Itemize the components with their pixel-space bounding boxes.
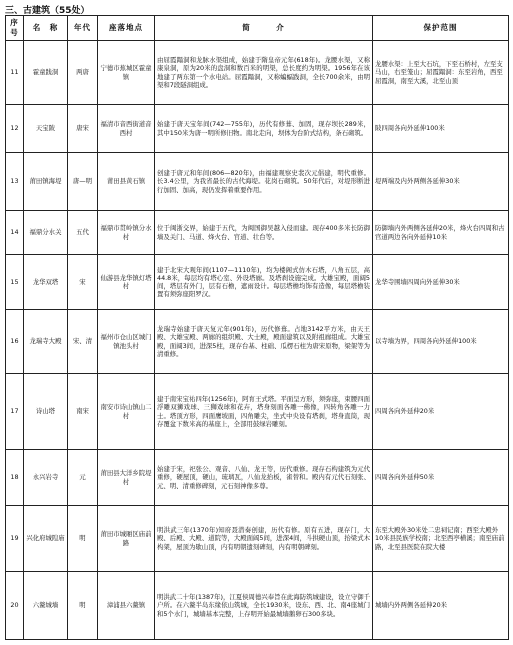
row-name: 福鼎分水关 bbox=[24, 211, 68, 255]
row-name: 龙瑞寺大殿 bbox=[24, 310, 68, 374]
header-name: 名 称 bbox=[24, 16, 68, 41]
row-name: 永兴岩寺 bbox=[24, 450, 68, 506]
row-location: 福清市音西街道音西村 bbox=[98, 105, 155, 153]
row-number: 14 bbox=[6, 211, 24, 255]
row-name: 龙华双塔 bbox=[24, 255, 68, 310]
row-location: 漳浦县六鳌镇 bbox=[98, 572, 155, 640]
table-row bbox=[6, 450, 509, 506]
row-location: 宁德市蕉城区霍童镇 bbox=[98, 41, 155, 105]
row-protection: 陂四周各向外延伸100米 bbox=[373, 105, 509, 153]
row-location: 莆田县黄石镇 bbox=[98, 153, 155, 211]
row-description: 始建于唐天宝年间(742—755年)，历代有修葺、加固，现存坝长289米，其中150米为唐一明所修旧物。南北走向，坝体为台阶式结构，条石砌筑。 bbox=[155, 105, 373, 153]
row-number: 18 bbox=[6, 450, 24, 506]
table-row bbox=[6, 41, 509, 105]
row-location: 仙游县龙华镇灯塔村 bbox=[98, 255, 155, 310]
row-era: 元 bbox=[68, 450, 98, 506]
row-description: 始建于宋，祀张公、观音、八仙、龙王等，历代重修。现存石构建筑为元代重修，硬屋顶，硬山，琉璃瓦，八仙龙抬板，雀替和。殿内有元代石刻张、元、明、清重修碑刻，元石刻神像多尊。 bbox=[155, 450, 373, 506]
row-era: 明 bbox=[68, 506, 98, 572]
row-description: 建于北宋大观年间(1107—1110年)，均为楼阁式仿木石塔，八角五层，高44.8米，每层均有塔心室、外设塔廊。及塔刹设施完成。大雄宝殿，面阔5间，塔层有外门，层有石檐，遮雨设计。每层塔檐均饰有造像，每层塔檐装置有须弥座阳罗汉。 bbox=[155, 255, 373, 310]
table-row bbox=[6, 211, 509, 255]
row-protection: 龙华寺围墙四周向外延伸30米 bbox=[373, 255, 509, 310]
row-number: 13 bbox=[6, 153, 24, 211]
section-title: 三、古建筑（55处） bbox=[5, 6, 90, 16]
table-row bbox=[6, 506, 509, 572]
row-location: 莆田县大洋乡院堤村 bbox=[98, 450, 155, 506]
row-name: 莆田镇海堤 bbox=[24, 153, 68, 211]
row-number: 15 bbox=[6, 255, 24, 310]
row-number: 19 bbox=[6, 506, 24, 572]
table-row bbox=[6, 105, 509, 153]
row-location: 南安市诗山镇山二村 bbox=[98, 374, 155, 450]
header-era: 年代 bbox=[68, 16, 98, 41]
row-name: 六鳌城墙 bbox=[24, 572, 68, 640]
row-era: 宋、清 bbox=[68, 310, 98, 374]
row-era: 五代 bbox=[68, 211, 98, 255]
row-name: 天宝陂 bbox=[24, 105, 68, 153]
row-protection: 东至大殿外30米处二忠祠记南；西至大殿外10米县民族学校南；北至西亭横溪；南至庙前路，北至县医院在院大楼 bbox=[373, 506, 509, 572]
row-number: 11 bbox=[6, 41, 24, 105]
row-description: 明洪武二十年(1387年)，江夏侯周德兴奉旨在此海防筑城建设，设立守御千户所。在六鳌半岛东缘依山筑城，全长1930米，设东、西、北、南4座城门和5个水门，城墙基本完整，上存明开始最城墙鹅卵石300多块。 bbox=[155, 572, 373, 640]
table-row bbox=[6, 310, 509, 374]
header-protect: 保护范围 bbox=[373, 16, 509, 41]
row-name: 兴化府城隍庙 bbox=[24, 506, 68, 572]
row-description: 创建于唐元和年间(806—820年)，由福建观察史裴次元倡建，明代重修。长3.4公里，为我省最长的古代海堤。花岗石砌筑。50年代后，对堤形断进行加固、加高，现仍发挥着重要作用。 bbox=[155, 153, 373, 211]
row-number: 17 bbox=[6, 374, 24, 450]
row-era: 唐—明 bbox=[68, 153, 98, 211]
header-no: 序号 bbox=[6, 16, 24, 41]
row-protection: 四周各向外延伸20米 bbox=[373, 374, 509, 450]
heritage-table bbox=[5, 15, 509, 640]
row-protection: 防御墙内外两侧各延伸20米，烽火台四周和古官道两边各向外延伸10米 bbox=[373, 211, 509, 255]
row-number: 12 bbox=[6, 105, 24, 153]
row-era: 唐宋 bbox=[68, 105, 98, 153]
row-protection: 四周各向外延伸50米 bbox=[373, 450, 509, 506]
row-era: 南宋 bbox=[68, 374, 98, 450]
row-number: 16 bbox=[6, 310, 24, 374]
row-description: 由屈霞蹋洞和龙脉水渠组成，始建于隋皇帝元年(618年)。龙腰水渠，又称康泉洞，原为20米的盘洞和数百米的明渠，总长度约为明渠。1956年在该地建了两东第一个水电站。屈霞蹋洞，又称蝙蝠践洞，全长700余米，由明渠和7段隧洞组成。 bbox=[155, 41, 373, 105]
row-protection: 堤两端及内外两侧各延伸30米 bbox=[373, 153, 509, 211]
row-location: 福鼎市贯岭镇分水村 bbox=[98, 211, 155, 255]
table-row bbox=[6, 374, 509, 450]
row-location: 莆田市城厢区庙前路 bbox=[98, 506, 155, 572]
row-description: 明洪武三年(1370年)知府聂潜奏创建，历代有修。原有五进，现存门，大殿、后殿、大殿、道院等，大殿面阔5间，进深4间，斗拱硬山顶，抬梁式木构架，屋顶为歇山顶，内有明朝遗刻碑刻，内有明朝碑刻。 bbox=[155, 506, 373, 572]
table-row bbox=[6, 572, 509, 640]
table-row bbox=[6, 153, 509, 211]
header-row bbox=[6, 16, 509, 41]
row-era: 明 bbox=[68, 572, 98, 640]
row-protection: 龙腰水渠：上至大石坑，下至石桥村，左至支马山，右至笼山；屈霞蹋洞：东至岩角，西至屈霞洞，南至大溪，北至山顶 bbox=[373, 41, 509, 105]
row-name: 诗山塔 bbox=[24, 374, 68, 450]
row-description: 建于南宋宝祐四年(1256年)，阿育王式塔。平面呈方形，须弥座，束腰四面浮雕双狮戏球、三狮戏球和花卉，塔身刻面各雕一佛像，四转角各雕一力士。塔顶方形，四面鹰坡面，四角雕尖，坐式中央设有塔刹，塔身直筒，现存覆盆下数米高的基座上，全部用鼓绿岩雕刻。 bbox=[155, 374, 373, 450]
row-description: 龙瑞寺始建于唐天复元年(901年)，历代修葺。占地3142平方米，由天王殿、大雄宝殿、两廊的组织殿、大士殿，殿面建筑以及附祖廊组成。大雄宝殿，面阔3间，进深5柱，现存台基、柱础、瓜楞石柱为唐宋原物，梁架等为清重修。 bbox=[155, 310, 373, 374]
table-row bbox=[6, 255, 509, 310]
header-desc: 简 介 bbox=[155, 16, 373, 41]
row-protection: 城墙内外两侧各延伸20米 bbox=[373, 572, 509, 640]
row-description: 位于闽浙交界，始建于五代，为闽国御吴越入侵而建。现存400多米长防御墙及关门、马道、烽火台、官道、壮台等。 bbox=[155, 211, 373, 255]
row-location: 福州市仓山区城门镇池头村 bbox=[98, 310, 155, 374]
row-number: 20 bbox=[6, 572, 24, 640]
row-era: 宋 bbox=[68, 255, 98, 310]
row-name: 霍童践洞 bbox=[24, 41, 68, 105]
header-location: 座落地点 bbox=[98, 16, 155, 41]
row-protection: 以寺墙为界，四周各向外延伸100米 bbox=[373, 310, 509, 374]
row-era: 两唐 bbox=[68, 41, 98, 105]
